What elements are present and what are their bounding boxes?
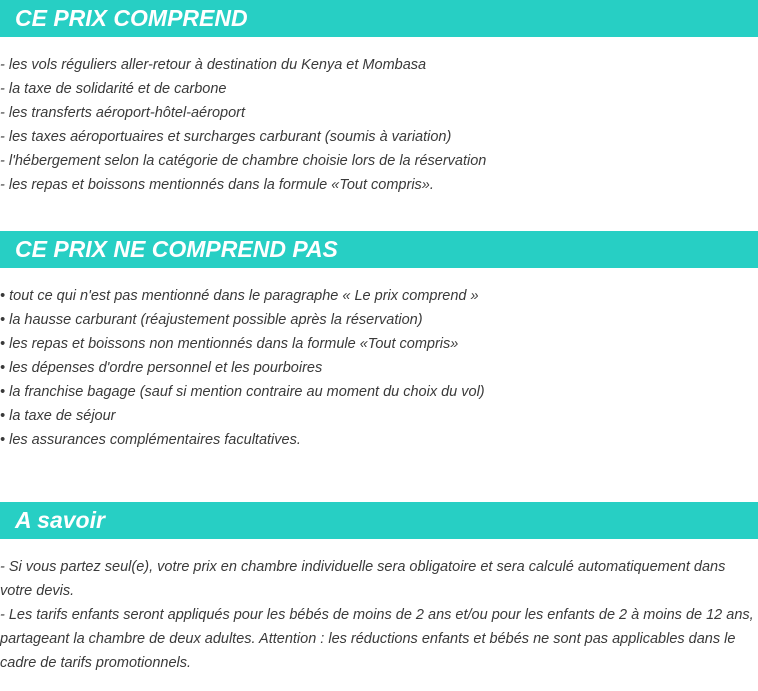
list-item: - les repas et boissons mentionnés dans la formule «Tout compris». (0, 177, 434, 193)
list-item: - les taxes aéroportuaires et surcharges carburant (soumis à variation) (0, 129, 452, 145)
section-title: A savoir (0, 502, 758, 539)
list-item: • les dépenses d'ordre personnel et les pourboires (0, 360, 323, 376)
info-paragraph: - Les tarifs enfants seront appliqués pour les bébés de moins de 2 ans et/ou pour les enfants de 2 à moins de 12 ans, partageant la chambre de deux adultes. Attention : les réductions enfants et bébés ne sont pas applicables dans le cadre de tarifs promotionnels. (0, 607, 754, 671)
list-item: - les transferts aéroport-hôtel-aéroport (0, 105, 245, 121)
section-good-to-know (0, 502, 758, 675)
section-title: CE PRIX COMPREND (0, 0, 758, 37)
section-price-includes (0, 0, 758, 231)
list-item: - la taxe de solidarité et de carbone (0, 81, 227, 97)
section-price-excludes (0, 231, 758, 502)
list-item: • les repas et boissons non mentionnés dans la formule «Tout compris» (0, 336, 459, 352)
section-title: CE PRIX NE COMPREND PAS (0, 231, 758, 268)
included-list (0, 37, 758, 231)
list-item: • la franchise bagage (sauf si mention contraire au moment du choix du vol) (0, 384, 485, 400)
list-item: • la hausse carburant (réajustement possible après la réservation) (0, 312, 423, 328)
list-item: • tout ce qui n'est pas mentionné dans le paragraphe « Le prix comprend » (0, 288, 479, 304)
excluded-list (0, 268, 758, 502)
info-paragraph: - Si vous partez seul(e), votre prix en chambre individuelle sera obligatoire et sera calculé automatiquement dans votre devis. (0, 559, 726, 599)
info-paragraphs (0, 539, 758, 675)
list-item: - l'hébergement selon la catégorie de chambre choisie lors de la réservation (0, 153, 487, 169)
list-item: • les assurances complémentaires facultatives. (0, 432, 301, 448)
list-item: • la taxe de séjour (0, 408, 116, 424)
list-item: - les vols réguliers aller-retour à destination du Kenya et Mombasa (0, 57, 427, 73)
